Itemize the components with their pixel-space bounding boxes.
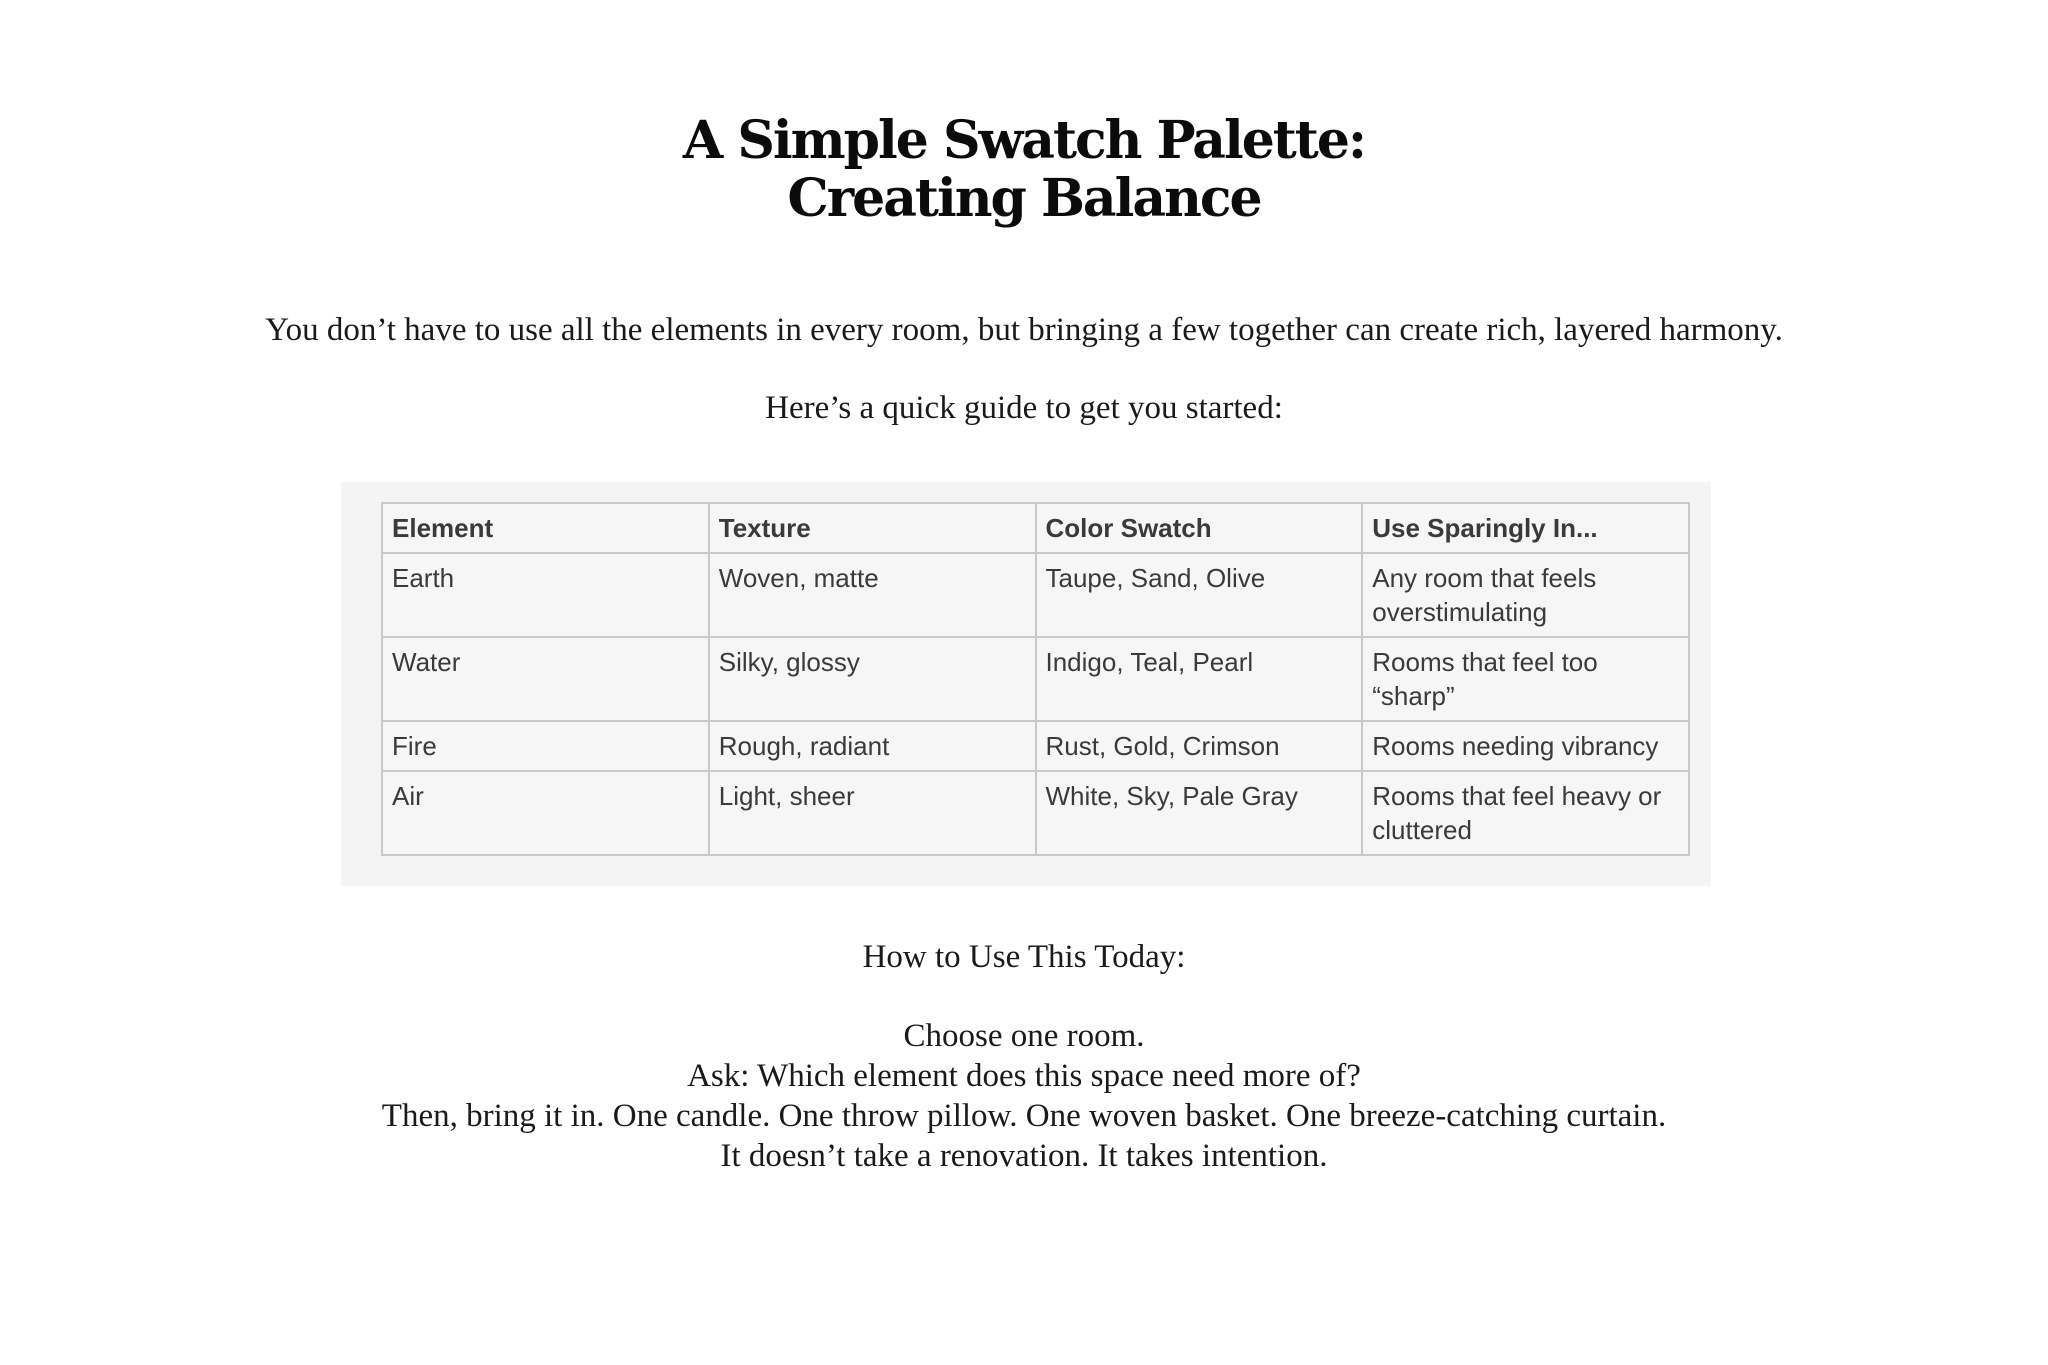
table-cell: White, Sky, Pale Gray (1036, 771, 1363, 855)
table-image-panel (341, 482, 1711, 886)
table-cell: Rust, Gold, Crimson (1036, 721, 1363, 771)
header-element: Element (382, 503, 709, 553)
table-cell: Rooms that feel too “sharp” (1362, 637, 1689, 721)
table-cell: Silky, glossy (709, 637, 1036, 721)
table-cell: Fire (382, 721, 709, 771)
intro-paragraph: You don’t have to use all the elements in every room, but bringing a few together can create rich, layered harmony. (265, 312, 1783, 348)
title-line-2: Creating Balance (787, 168, 1261, 229)
step-line: Then, bring it in. One candle. One throw pillow. One woven basket. One breeze-catching curtain. (381, 1098, 1667, 1134)
table-header-row (382, 503, 1689, 553)
guide-paragraph: Here’s a quick guide to get you started: (765, 390, 1283, 426)
table-cell: Any room that feels overstimulating (1362, 553, 1689, 637)
table-cell: Water (382, 637, 709, 721)
steps-paragraph (0, 1016, 2048, 1176)
table-cell: Earth (382, 553, 709, 637)
table-cell: Light, sheer (709, 771, 1036, 855)
howto-heading: How to Use This Today: (862, 939, 1186, 975)
table-cell: Indigo, Teal, Pearl (1036, 637, 1363, 721)
table-cell: Woven, matte (709, 553, 1036, 637)
header-use-sparingly: Use Sparingly In... (1362, 503, 1689, 553)
table-cell: Taupe, Sand, Olive (1036, 553, 1363, 637)
table-cell: Rooms needing vibrancy (1362, 721, 1689, 771)
table-row (382, 637, 1689, 721)
header-texture: Texture (709, 503, 1036, 553)
table-cell: Rough, radiant (709, 721, 1036, 771)
table-cell: Rooms that feel heavy or cluttered (1362, 771, 1689, 855)
page-title (0, 112, 2048, 228)
swatch-table (381, 502, 1690, 856)
table-cell: Air (382, 771, 709, 855)
header-color-swatch: Color Swatch (1036, 503, 1363, 553)
table-row (382, 721, 1689, 771)
title-line-1: A Simple Swatch Palette: (682, 110, 1366, 171)
step-line: Ask: Which element does this space need more of? (687, 1058, 1361, 1094)
step-line: It doesn’t take a renovation. It takes intention. (720, 1138, 1328, 1174)
step-line: Choose one room. (903, 1018, 1145, 1054)
table-row (382, 771, 1689, 855)
table-row (382, 553, 1689, 637)
